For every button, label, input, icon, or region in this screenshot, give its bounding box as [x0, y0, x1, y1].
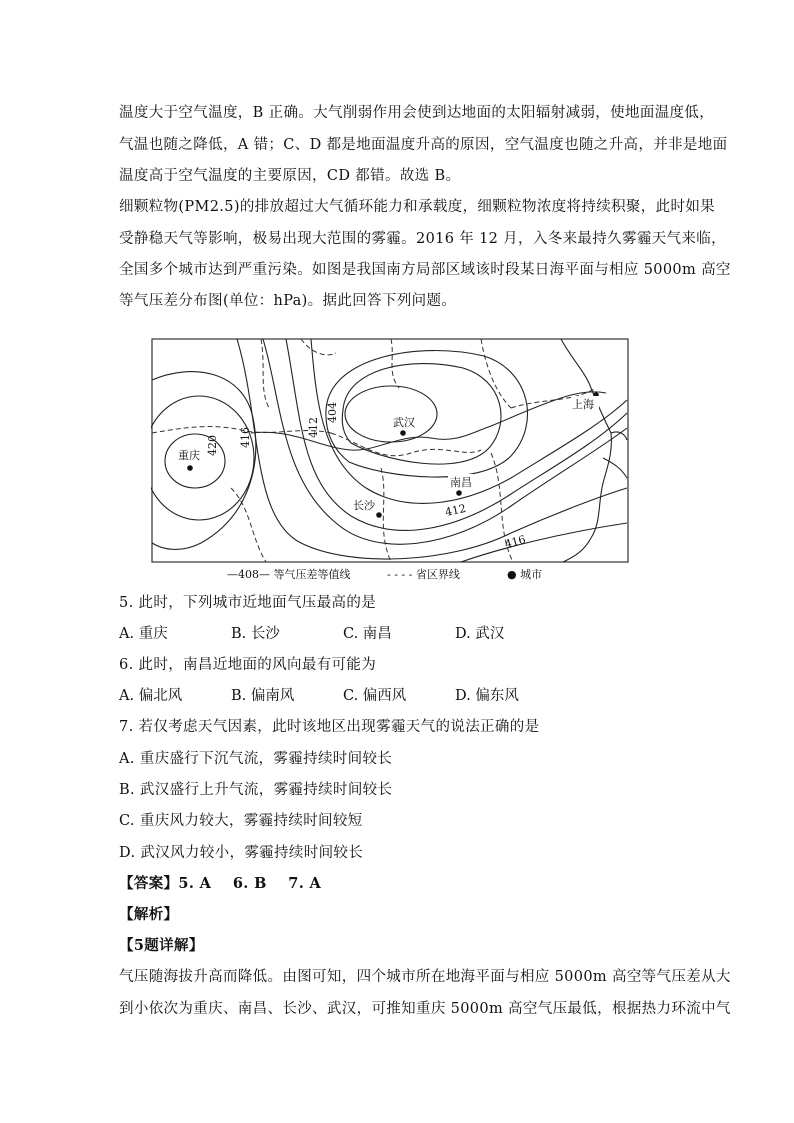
question-5-option-a: A. 重庆 — [119, 626, 168, 642]
question-5-stem: 5. 此时，下列城市近地面气压最高的是 — [119, 595, 377, 611]
question-6-option-b: B. 偏南风 — [231, 688, 295, 704]
question-6-option-c: C. 偏西风 — [343, 688, 407, 704]
answer-line: 【答案】5. A 6. B 7. A — [119, 875, 322, 892]
contour-label-412-east: 412 — [443, 501, 468, 519]
question-5-option-c: C. 南昌 — [343, 626, 392, 642]
legend-boundary: - - - - 省区界线 — [387, 568, 460, 581]
question-7-option-b: B. 武汉盛行上升气流，雾霾持续时间较长 — [119, 782, 393, 798]
paragraph-line: 细颗粒物(PM2.5)的排放超过大气循环能力和承载度，细颗粒物浓度将持续积聚，此时如果 — [119, 199, 716, 215]
analysis-heading: 【解析】 — [119, 906, 179, 923]
paragraph-line: 等气压差分布图(单位：hPa)。据此回答下列问题。 — [119, 293, 457, 309]
detail-line: 气压随海拔升高而降低。由图可知，四个城市所在地海平面与相应 5000m 高空等气压差从大 — [119, 969, 731, 985]
contour-label-404: 404 — [326, 402, 339, 423]
paragraph-line: 全国多个城市达到严重污染。如图是我国南方局部区域该时段某日海平面与相应 5000m 高空 — [119, 262, 731, 278]
question-7-option-a: A. 重庆盛行下沉气流，雾霾持续时间较长 — [119, 751, 393, 767]
isobar-map-figure — [151, 338, 629, 586]
svg-text:武汉: 武汉 — [393, 416, 415, 429]
detail-line: 到小依次为重庆、南昌、长沙、武汉，可推知重庆 5000m 高空气压最低，根据热力环流中气 — [119, 1001, 731, 1017]
contour-label-416: 416 — [239, 427, 252, 448]
question-7-stem: 7. 若仅考虑天气因素，此时该地区出现雾霾天气的说法正确的是 — [119, 719, 540, 735]
question-7-option-c: C. 重庆风力较大，雾霾持续时间较短 — [119, 813, 363, 829]
svg-text:南昌: 南昌 — [450, 476, 472, 489]
svg-text:长沙: 长沙 — [353, 499, 375, 512]
paragraph-line: 温度大于空气温度，B 正确。大气削弱作用会使到达地面的太阳辐射减弱，使地面温度低， — [119, 105, 715, 121]
svg-text:重庆: 重庆 — [178, 449, 200, 462]
legend-city: ● 城市 — [507, 568, 543, 581]
paragraph-line: 温度高于空气温度的主要原因，CD 都错。故选 B。 — [119, 168, 461, 184]
question-5-option-b: B. 长沙 — [231, 626, 280, 642]
legend-isoline: —408— 等气压差等值线 — [227, 568, 351, 581]
question-7-option-d: D. 武汉风力较小，雾霾持续时间较长 — [119, 845, 364, 861]
contour-label-412: 412 — [307, 417, 320, 438]
contour-label-420: 420 — [206, 435, 219, 456]
map-legend — [227, 567, 542, 581]
contour-label-416-east: 416 — [503, 532, 528, 551]
question-6-option-d: D. 偏东风 — [455, 688, 519, 704]
svg-text:上海: 上海 — [572, 398, 594, 411]
paragraph-line: 受静稳天气等影响，极易出现大范围的雾霾。2016 年 12 月，入冬来最持久雾霾天气来临， — [119, 231, 726, 247]
question-6-option-a: A. 偏北风 — [119, 688, 183, 704]
q5-detail-heading: 【5题详解】 — [119, 937, 204, 954]
question-6-stem: 6. 此时，南昌近地面的风向最有可能为 — [119, 657, 377, 673]
question-5-option-d: D. 武汉 — [455, 626, 505, 642]
paragraph-line: 气温也随之降低，A 错；C、D 都是地面温度升高的原因，空气温度也随之升高，并非是地面 — [119, 137, 728, 153]
isobar-map — [151, 338, 629, 586]
